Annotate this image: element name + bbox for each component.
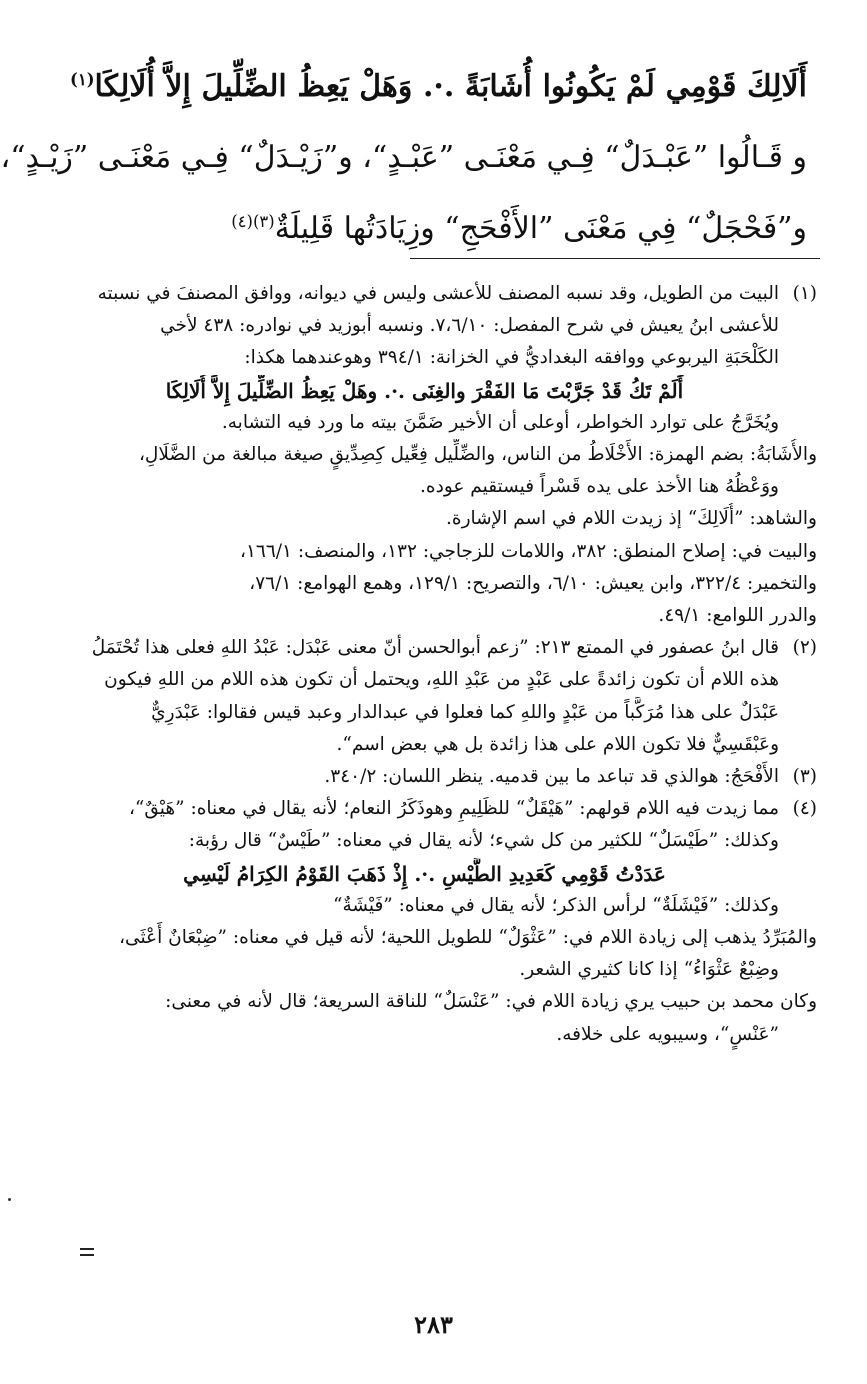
footnote-marker: (١) — [70, 70, 95, 89]
footnote-verse: أَلَمْ تَكُ قَدْ جَرَّبْتَ مَا الفَقْرَ والغِنَى .·. وهَلْ يَعِظُ الضِّلِّيلَ إِلاَّ أُلَالِكَا — [165, 378, 684, 403]
end-mark — [80, 1248, 94, 1250]
footnote-line: والشاهد: ”أُلَالِكَ“ إذ زيدت اللام في اسم الإشارة. — [446, 508, 817, 530]
footnote-marker: (٤) — [231, 212, 253, 231]
main-line — [0, 119, 807, 190]
footnote-marker: (٣) — [252, 212, 275, 231]
footnote-number: (١) — [792, 283, 817, 304]
footnote-4 — [70, 793, 817, 1051]
footnote-line: البيت من الطويل، وقد نسبه المصنف للأعشى وليس في ديوانه، ووافق المصنفَ في نسبته — [97, 283, 779, 304]
page-number: ٢٨٣ — [414, 1310, 453, 1339]
footnote-1 — [70, 278, 817, 632]
footnote-line: والبيت في: إصلاح المنطق: ٣٨٢، واللامات للزجاجي: ١٣٢، والمنصف: ١٦٦/١، — [240, 540, 817, 562]
verse-text: أَلَالِكَ قَوْمِي لَمْ يَكُونُوا أُشَابَةً .·. وَهَلْ يَعِظُ الضِّلِّيلَ إِلاَّ أُلَالِكَا — [94, 69, 807, 104]
footnote-line: وكان محمد بن حبيب يري زيادة اللام في: ”عَنْسَلٌ“ للناقة السريعة؛ قال لأنه في معنى: — [165, 991, 817, 1013]
scan-speck — [8, 1198, 11, 1201]
main-line-text: و قَـالُوا ”عَبْـدَلٌ“ فِـي مَعْنَـى ”عَبْـدٍ“، و”زَيْـدَلٌ“ فِـي مَعْنَـى ”زَيْـدٍ“، — [0, 140, 807, 175]
footnote-line: عَبْدَلٌ على هذا مُرَكَّباً من عَبْدٍ واللهِ كما فعلوا في عبدالدار وعبد قيس فقالوا: عَبْدَرِيٌّ — [151, 701, 779, 723]
footnote-line: وكذلك: ”طَيْسَلٌ“ للكثير من كل شيء؛ لأنه يقال في معناه: ”طَيْسٌ“ قال رؤبة: — [188, 830, 779, 852]
verse-line — [70, 48, 807, 119]
main-text — [0, 48, 807, 261]
footnote-number: (٣) — [792, 766, 817, 788]
main-line-text: و”فَحْجَلٌ“ فِي مَعْنَى ”الأَفْحَجِ“ وزِيَادَتُها قَلِيلَةٌ — [274, 211, 807, 246]
footnote-3 — [70, 761, 817, 793]
footnote-line: والتخمير: ٣٢٢/٤، وابن يعيش: ٦/١٠، والتصريح: ١٢٩/١، وهمع الهوامع: ٧٦/١، — [249, 572, 817, 594]
footnote-line: هذه اللام أن تكون زائدةً على عَبْدٍ من عَبْدِ اللهِ، ويحتمل أن تكون هذه اللام من اللهِ فيكون — [104, 669, 779, 691]
footnote-line: والمُبَرِّدُ يذهب إلى زيادة اللام في: ”عَثْوَلٌ“ للطويل اللحية؛ لأنه قيل في معناه: ”ضِبْعَانٌ أَعْثَى، — [119, 927, 817, 949]
footnote-line: للأعشى ابنُ يعيش في شرح المفصل: ٧،٦/١٠. ونسبه أبوزيد في نوادره: ٤٣٨ لأخي — [160, 315, 779, 337]
footnote-line: وضِبْعٌ عَثْوَاءُ“ إذا كانا كثيري الشعر. — [519, 959, 779, 981]
footnote-line: وكذلك: ”فَيْشَلَةٌ“ لرأس الذكر؛ لأنه يقال في معناه: ”فَيْشَةٌ“ — [332, 894, 779, 916]
footnote-line: وعَبْقَسِيٌّ فلا تكون اللام على هذا زائدة بل هي بعض اسم“. — [336, 733, 779, 755]
footnotes — [70, 278, 817, 1051]
footnote-line: والأُشَابَةُ: بضم الهمزة: الأَخْلَاطُ من الناس، والضِّلِّيل فِعِّيل كِصِدِّيقٍ صيغة مبالغة من الضَّلَالِ، — [138, 444, 817, 466]
footnote-separator — [410, 258, 820, 259]
footnote-verse: عَدَدْتُ قَوْمِي كَعَدِيدِ الطَّيْسِ .·. إِذْ ذَهَبَ القَوْمُ الكِرَامُ لَيْسِي — [183, 861, 666, 886]
footnote-2 — [70, 632, 817, 761]
footnote-number: (٢) — [792, 637, 817, 659]
footnote-line: والدرر اللوامع: ٤٩/١. — [658, 605, 817, 627]
footnote-line: ويُخَرَّجُ على توارد الخواطر، أوعلى أن الأخير ضَمَّنَ بيته ما ورد فيه التشابه. — [221, 411, 779, 433]
footnote-line: الكَلْحَبَةِ اليربوعي ووافقه البغداديُّ في الخزانة: ٣٩٤/١ وهوعندهما هكذا: — [244, 347, 779, 369]
footnote-line: مما زيدت فيه اللام قولهم: ”هَيْقَلٌ“ للظَلِيمِ وهوذَكَرُ النعام؛ لأنه يقال في معناه: ”هَيْقٌ“، — [128, 798, 779, 820]
footnote-line: ”عَنْسٍ“، وسيبويه على خلافه. — [556, 1023, 779, 1045]
main-line — [70, 190, 807, 261]
footnote-line: قال ابنُ عصفور في الممتع ٢١٣: ”زعم أبوالحسن أنّ معنى عَبْدَل: عَبْدُ اللهِ فعلى هذا تُحْتَمَلُ — [91, 637, 779, 659]
footnote-line: ووَعْظُهُ هنا الأخذ على يده قَسْراً فيستقيم عوده. — [420, 476, 779, 498]
footnote-line: الأَفْحَجُ: هوالذي قد تباعد ما بين قدميه. ينظر اللسان: ٣٤٠/٢. — [324, 766, 779, 788]
footnote-number: (٤) — [792, 798, 817, 820]
